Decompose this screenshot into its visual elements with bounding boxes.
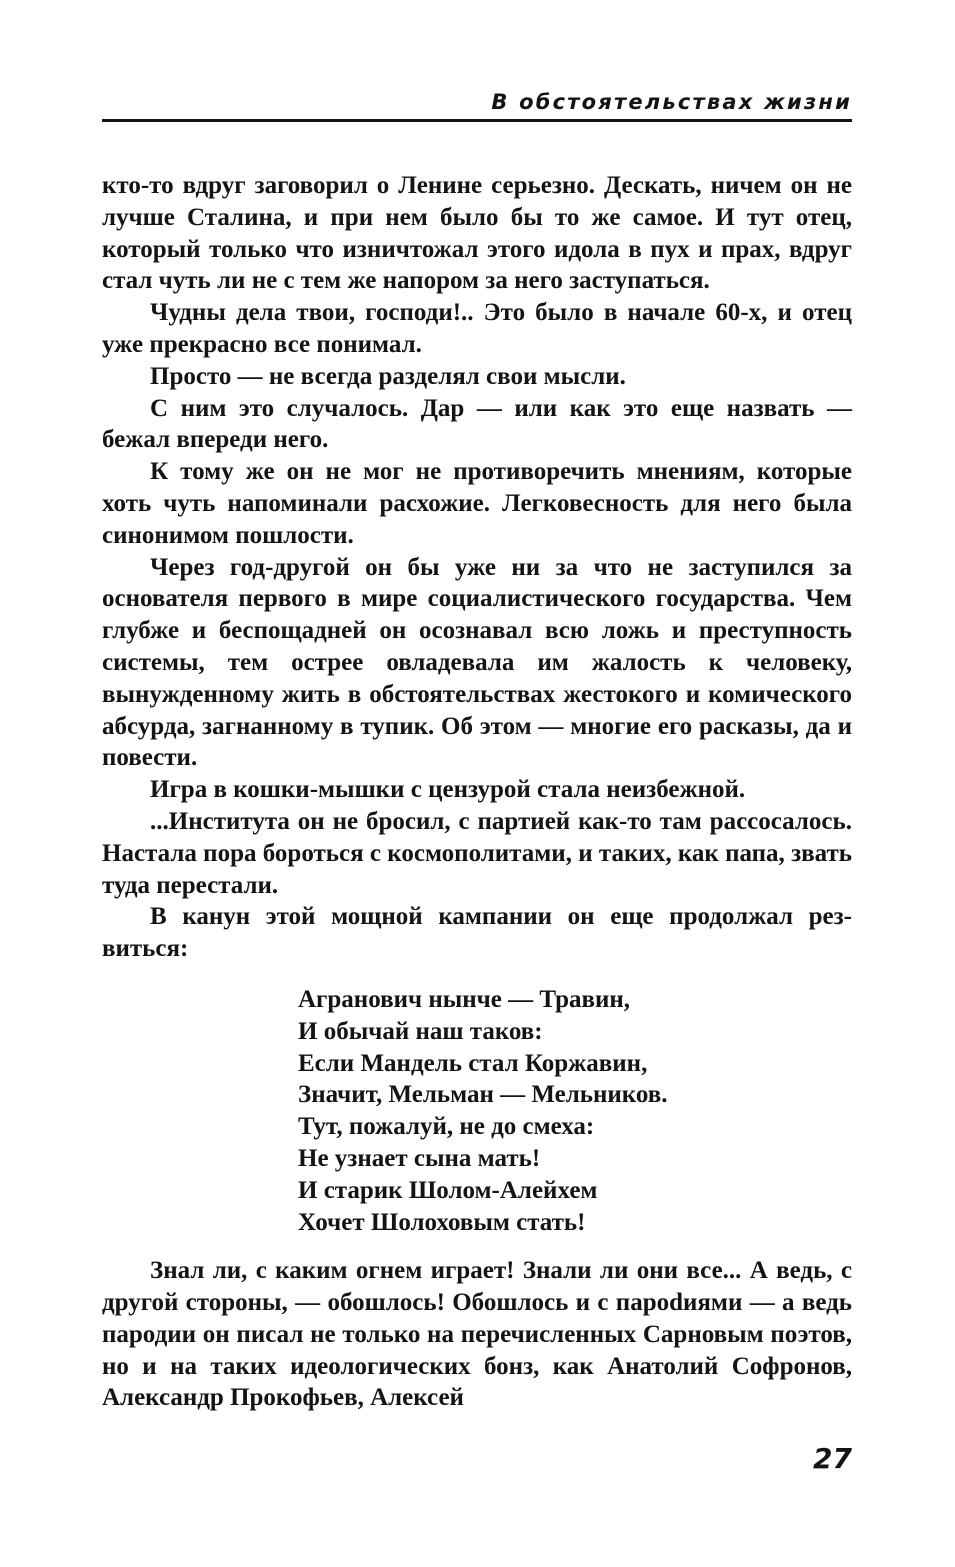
verse-line: Значит, Мельман — Мельников. [298, 1081, 668, 1109]
verse-line: И обычай наш таков: [298, 1017, 543, 1045]
running-header [102, 90, 852, 120]
parody-verse [298, 984, 852, 1238]
paragraph: С ним это случалось. Дар — или как это еще назвать — бежал впереди него. [102, 394, 852, 454]
paragraph: Чудны дела твои, господи!.. Это было в начале 60-х, и отец уже прекрасно все понимал. [102, 299, 852, 358]
paragraph: ...Института он не бросил, с партией как-то там рассосалось. Настала пора бороться с космополитами, и таких, как папа, звать туда перестали. [102, 807, 852, 899]
paragraph: Через год-другой он бы уже ни за что не заступился за основателя первого в мире социалистического государства. Чем глубже и беспощадней он осознавал всю ложь и преступность системы, тем острее овладевала им жалость к человеку, вынужденному жить в обстоятельствах жестокого и комического абсурда, загнанному в тупик. Об этом — многие его расказы, да и повести. [102, 553, 852, 772]
header-rule [102, 119, 852, 122]
paragraph: Игра в кошки-мышки с цензурой стала неизбежной. [150, 776, 746, 804]
running-title: В обстоятельствах жизни [491, 90, 852, 114]
paragraph: Просто — не всегда разделял свои мысли. [150, 362, 626, 390]
verse-line: Не узнает сына мать! [298, 1144, 541, 1172]
verse-line: Тут, пожалуй, не до смеха: [298, 1113, 595, 1141]
page-number: 27 [813, 1442, 852, 1475]
paragraph-continued: кто-то вдруг заговорил о Ленине серьезно. Дескать, ничем он не лучше Сталина, и при нем было бы то же самое. И тут отец, который только что изничтожал этого идола в пух и прах, вдруг стал чуть ли не с тем же напором за него заступаться. [102, 172, 852, 295]
verse-line: Агранович нынче — Травин, [298, 985, 631, 1013]
paragraph: В канун этой мощной кампании он еще продолжал резвиться: [102, 903, 852, 963]
verse-line: Хочет Шолоховым стать! [298, 1208, 586, 1236]
verse-line: Если Мандель стал Коржавин, [298, 1049, 648, 1077]
paragraph: Знал ли, с каким огнем играет! Знали ли они все... А ведь, с другой стороны, — обошлось! Обошлось и с пароdиями — а ведь пародии он писал не только на перечисленных Сарновым поэтов, но и на таких идеологических бонз, как Анатолий Софронов, Александр Прокофьев, Алексей [102, 1257, 852, 1412]
paragraph: К тому же он не мог не противоречить мнениям, которые хоть чуть напоминали расхожие. Легковесность для него была синонимом пошлости. [102, 458, 852, 549]
verse-line: И старик Шолом-Алейхем [298, 1176, 598, 1204]
body-text [102, 170, 852, 1414]
